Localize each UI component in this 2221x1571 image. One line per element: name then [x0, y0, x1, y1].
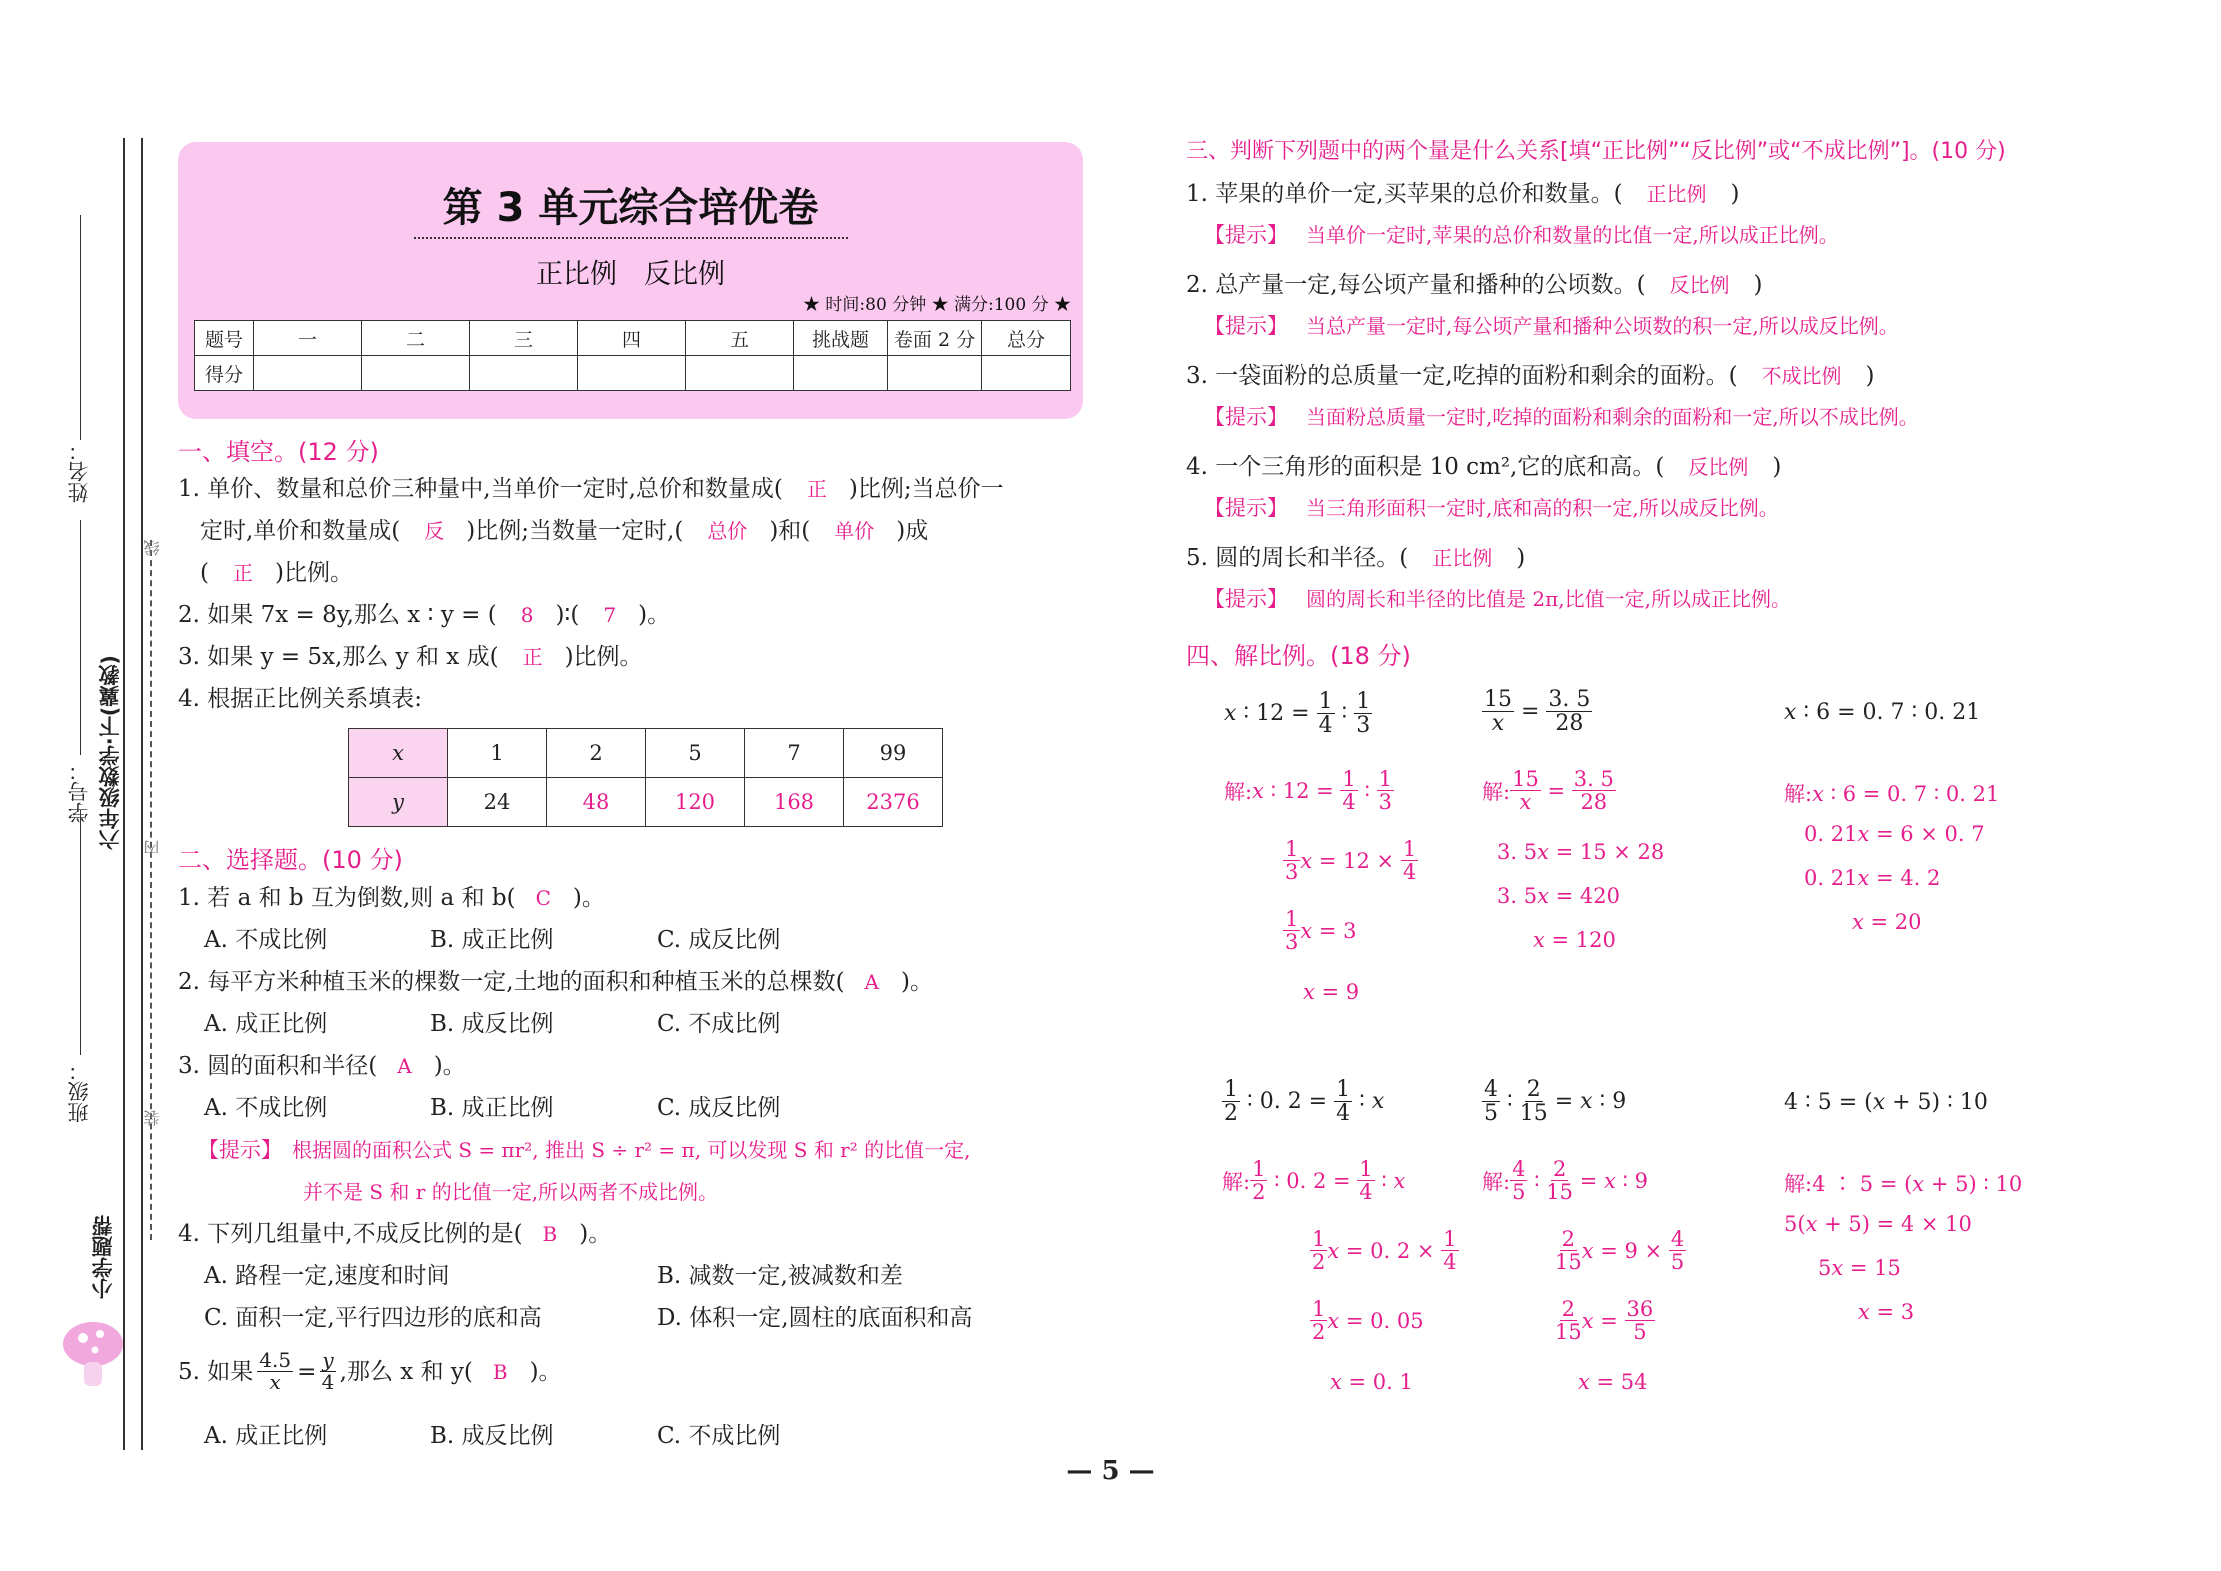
table-y-answer: 2376 — [844, 778, 943, 827]
s2-q3: 3. 圆的面积和半径( A )。 — [178, 1053, 466, 1079]
answer: A — [397, 1054, 412, 1078]
s4-solution-6-step: 5(x + 5) = 4 × 10 — [1784, 1212, 1972, 1236]
s1-q2: 2. 如果 7x = 8y,那么 x ∶ y = ( 8 )∶( 7 )。 — [178, 602, 671, 628]
score-header: 卷面 2 分 — [888, 321, 982, 356]
section1-heading: 一、填空。(12 分) — [178, 438, 379, 466]
cut-word-1: 线 — [143, 540, 162, 556]
book-title: 六年级数学·下(冀教) — [98, 655, 122, 851]
s4-solution-2-step: 3. 5x = 15 × 28 — [1497, 840, 1665, 864]
s2-q4-option-b: B. 减数一定,被减数和差 — [657, 1263, 903, 1289]
table-x-cell: 1 — [448, 729, 547, 778]
score-cell[interactable] — [470, 356, 578, 391]
section2-heading: 二、选择题。(10 分) — [178, 846, 403, 874]
table-y-cell: 24 — [448, 778, 547, 827]
s1-q1-line2: 定时,单价和数量成( 反 )比例;当数量一定时,( 总价 )和( 单价 )成 — [200, 518, 929, 544]
name-label: 姓名： — [67, 440, 91, 503]
section4-heading: 四、解比例。(18 分) — [1186, 642, 1411, 670]
answer: 单价 — [834, 519, 875, 543]
score-row-label: 得分 — [195, 356, 254, 391]
answer: 正比例 — [1646, 182, 1707, 206]
answer: 正 — [522, 645, 543, 669]
score-header: 二 — [362, 321, 470, 356]
page-title: 第 3 单元综合培优卷 — [442, 185, 819, 231]
s2-q1-option-b: B. 成正比例 — [430, 927, 554, 953]
score-cell[interactable] — [254, 356, 362, 391]
s4-solution-3-step: 0. 21x = 4. 2 — [1804, 866, 1941, 890]
s4-solution-2: 解: $\frac{15}{x}$ = $\frac{3. 5}{28}$ — [1482, 767, 1614, 815]
title-divider — [414, 237, 848, 239]
score-header: 四 — [578, 321, 686, 356]
id-field[interactable] — [80, 520, 81, 755]
table-x-cell: 5 — [646, 729, 745, 778]
answer: 总价 — [707, 519, 748, 543]
table-x-cell: 2 — [547, 729, 646, 778]
title-panel — [178, 142, 1083, 419]
s4-solution-6: 解:4 ∶ 5 = (x + 5) ∶ 10 — [1784, 1172, 2023, 1196]
score-cell[interactable] — [578, 356, 686, 391]
answer: 反 — [424, 519, 445, 543]
s4-solution-1: 解: x ∶ 12 = $\frac{1}{4}$ ∶ $\frac{1}{3}$ — [1224, 767, 1392, 815]
s3-q2: 2. 总产量一定,每公顷产量和播种的公顷数。( 反比例 ) — [1186, 272, 1763, 298]
s2-q3-option-b: B. 成正比例 — [430, 1095, 554, 1121]
answer: 正 — [232, 561, 253, 585]
s4-solution-2-result: x = 120 — [1533, 928, 1616, 952]
class-field[interactable] — [80, 810, 81, 1055]
class-label: 班级： — [67, 1060, 91, 1123]
s4-solution-5: 解: $\frac{4}{5}$ ∶ $\frac{2}{15}$ = x ∶ 9 — [1482, 1157, 1648, 1205]
s4-solution-6-step: 5x = 15 — [1818, 1256, 1901, 1280]
s2-q3-hint-cont: 并不是 S 和 r 的比值一定,所以两者不成比例。 — [303, 1180, 719, 1204]
s4-solution-3-result: x = 20 — [1852, 910, 1922, 934]
s4-solution-5-step: $\frac{2}{15}$ x = 9 × $\frac{4}{5}$ — [1555, 1227, 1685, 1275]
s4-solution-1-step: $\frac{1}{3}$ x = 3 — [1285, 907, 1357, 955]
s4-solution-4: 解: $\frac{1}{2}$ ∶ 0. 2 = $\frac{1}{4}$ ∶ x — [1222, 1157, 1406, 1205]
s4-problem-4: $\frac{1}{2}$ ∶ 0. 2 = $\frac{1}{4}$ ∶ x — [1224, 1077, 1385, 1127]
s2-q5-option-b: B. 成反比例 — [430, 1423, 554, 1449]
table-x-label: x — [349, 729, 448, 778]
s3-q1: 1. 苹果的单价一定,买苹果的总价和数量。( 正比例 ) — [1186, 181, 1740, 207]
s3-q4-hint: 【提示】 当三角形面积一定时,底和高的积一定,所以成反比例。 — [1204, 496, 1779, 520]
brand: 小学题帮 — [91, 1215, 115, 1299]
answer: B — [492, 1359, 508, 1384]
answer: 正 — [806, 477, 827, 501]
score-cell[interactable] — [888, 356, 982, 391]
answer: A — [864, 970, 879, 994]
mushroom-logo — [58, 1310, 128, 1392]
table-y-answer: 48 — [547, 778, 646, 827]
answer: 反比例 — [1688, 455, 1749, 479]
s4-solution-1-result: x = 9 — [1303, 980, 1360, 1004]
s2-q5: 5. 如果 $\frac{4.5}{x}$ = $\frac{y}{4}$ ,那么 x 和 y( B )。 — [178, 1348, 562, 1394]
proportion-table — [348, 728, 943, 827]
cut-line — [150, 540, 152, 1240]
s2-q4-option-c: C. 面积一定,平行四边形的底和高 — [204, 1305, 542, 1331]
s4-problem-2: $\frac{15}{x}$ = $\frac{3. 5}{28}$ — [1484, 687, 1591, 737]
answer: 7 — [603, 603, 617, 627]
name-field[interactable] — [80, 215, 81, 440]
s2-q3-hint: 【提示】 根据圆的面积公式 S = πr², 推出 S ÷ r² = π, 可以发现 S 和 r² 的比值一定, — [198, 1138, 971, 1162]
s4-problem-1: x ∶ 12 = $\frac{1}{4}$ ∶ $\frac{1}{3}$ — [1224, 689, 1371, 739]
s2-q4-option-a: A. 路程一定,速度和时间 — [204, 1263, 450, 1289]
score-header: 总分 — [982, 321, 1071, 356]
score-cell[interactable] — [362, 356, 470, 391]
exam-info: ★ 时间:80 分钟 ★ 满分:100 分 ★ — [803, 295, 1071, 315]
s4-problem-5: $\frac{4}{5}$ ∶ $\frac{2}{15}$ = x ∶ 9 — [1484, 1077, 1627, 1127]
s3-q4: 4. 一个三角形的面积是 10 cm²,它的底和高。( 反比例 ) — [1186, 454, 1782, 480]
s3-q5: 5. 圆的周长和半径。( 正比例 ) — [1186, 545, 1526, 571]
binding-line-inner — [141, 138, 143, 1450]
score-cell[interactable] — [686, 356, 794, 391]
answer: B — [542, 1222, 558, 1246]
id-label: 学号： — [67, 760, 91, 823]
s3-q2-hint: 【提示】 当总产量一定时,每公顷产量和播种公顷数的积一定,所以成反比例。 — [1204, 314, 1899, 338]
s1-q4: 4. 根据正比例关系填表: — [178, 686, 423, 712]
section3-heading: 三、判断下列题中的两个量是什么关系[填“正比例”“反比例”或“不成比例”]。(10 分) — [1186, 139, 2006, 164]
s3-q1-hint: 【提示】 当单价一定时,苹果的总价和数量的比值一定,所以成正比例。 — [1204, 223, 1839, 247]
answer: 正比例 — [1432, 546, 1493, 570]
score-header: 三 — [470, 321, 578, 356]
s2-q5-option-a: A. 成正比例 — [204, 1423, 328, 1449]
s4-solution-3: 解:x ∶ 6 = 0. 7 ∶ 0. 21 — [1784, 782, 2000, 806]
s4-solution-2-step: 3. 5x = 420 — [1497, 884, 1620, 908]
s2-q2-option-c: C. 不成比例 — [657, 1011, 781, 1037]
s4-solution-5-step: $\frac{2}{15}$ x = $\frac{36}{5}$ — [1555, 1297, 1654, 1345]
s1-q1-line1: 1. 单价、数量和总价三种量中,当单价一定时,总价和数量成( 正 )比例;当总价一 — [178, 476, 1004, 502]
s4-solution-6-result: x = 3 — [1858, 1300, 1915, 1324]
table-y-answer: 168 — [745, 778, 844, 827]
s4-solution-4-result: x = 0. 1 — [1330, 1370, 1413, 1394]
page-number: — 5 — — [1066, 1456, 1155, 1486]
s4-solution-3-step: 0. 21x = 6 × 0. 7 — [1804, 822, 1985, 846]
score-table — [194, 320, 1071, 391]
table-x-cell: 7 — [745, 729, 844, 778]
answer: 反比例 — [1669, 273, 1730, 297]
s4-problem-3: x ∶ 6 = 0. 7 ∶ 0. 21 — [1784, 700, 1981, 725]
s2-q2: 2. 每平方米种植玉米的棵数一定,土地的面积和种植玉米的总棵数( A )。 — [178, 969, 933, 995]
score-header: 一 — [254, 321, 362, 356]
s3-q3: 3. 一袋面粉的总质量一定,吃掉的面粉和剩余的面粉。( 不成比例 ) — [1186, 363, 1875, 389]
s2-q2-option-a: A. 成正比例 — [204, 1011, 328, 1037]
score-header: 五 — [686, 321, 794, 356]
s2-q1-option-c: C. 成反比例 — [657, 927, 781, 953]
table-y-label: y — [349, 778, 448, 827]
s2-q1-option-a: A. 不成比例 — [204, 927, 328, 953]
s4-problem-6: 4 ∶ 5 = (x + 5) ∶ 10 — [1784, 1090, 1988, 1115]
score-header: 挑战题 — [794, 321, 888, 356]
s1-q1-line3: ( 正 )比例。 — [200, 560, 353, 586]
s4-solution-5-result: x = 54 — [1578, 1370, 1648, 1394]
s2-q3-option-a: A. 不成比例 — [204, 1095, 328, 1121]
score-header: 题号 — [195, 321, 254, 356]
cut-word-3: 装 — [143, 1110, 162, 1126]
score-cell[interactable] — [794, 356, 888, 391]
s2-q3-option-c: C. 成反比例 — [657, 1095, 781, 1121]
answer: 不成比例 — [1761, 364, 1842, 388]
cut-word-2: 内 — [143, 840, 162, 856]
s3-q3-hint: 【提示】 当面粉总质量一定时,吃掉的面粉和剩余的面粉和一定,所以不成比例。 — [1204, 405, 1919, 429]
s4-solution-1-step: $\frac{1}{3}$ x = 12 × $\frac{1}{4}$ — [1285, 837, 1417, 885]
table-x-cell: 99 — [844, 729, 943, 778]
s2-q5-option-c: C. 不成比例 — [657, 1423, 781, 1449]
s2-q4-option-d: D. 体积一定,圆柱的底面积和高 — [657, 1305, 973, 1331]
page-subtitle: 正比例 反比例 — [536, 259, 725, 290]
s3-q5-hint: 【提示】 圆的周长和半径的比值是 2π,比值一定,所以成正比例。 — [1204, 587, 1791, 611]
s2-q2-option-b: B. 成反比例 — [430, 1011, 554, 1037]
s4-solution-4-step: $\frac{1}{2}$ x = 0. 05 — [1312, 1297, 1424, 1345]
s1-q3: 3. 如果 y = 5x,那么 y 和 x 成( 正 )比例。 — [178, 644, 643, 670]
s4-solution-4-step: $\frac{1}{2}$ x = 0. 2 × $\frac{1}{4}$ — [1312, 1227, 1457, 1275]
score-cell[interactable] — [982, 356, 1071, 391]
table-y-answer: 120 — [646, 778, 745, 827]
s2-q1: 1. 若 a 和 b 互为倒数,则 a 和 b( C )。 — [178, 885, 605, 911]
s2-q4: 4. 下列几组量中,不成反比例的是( B )。 — [178, 1221, 612, 1247]
answer: 8 — [520, 603, 534, 627]
answer: C — [535, 886, 551, 910]
